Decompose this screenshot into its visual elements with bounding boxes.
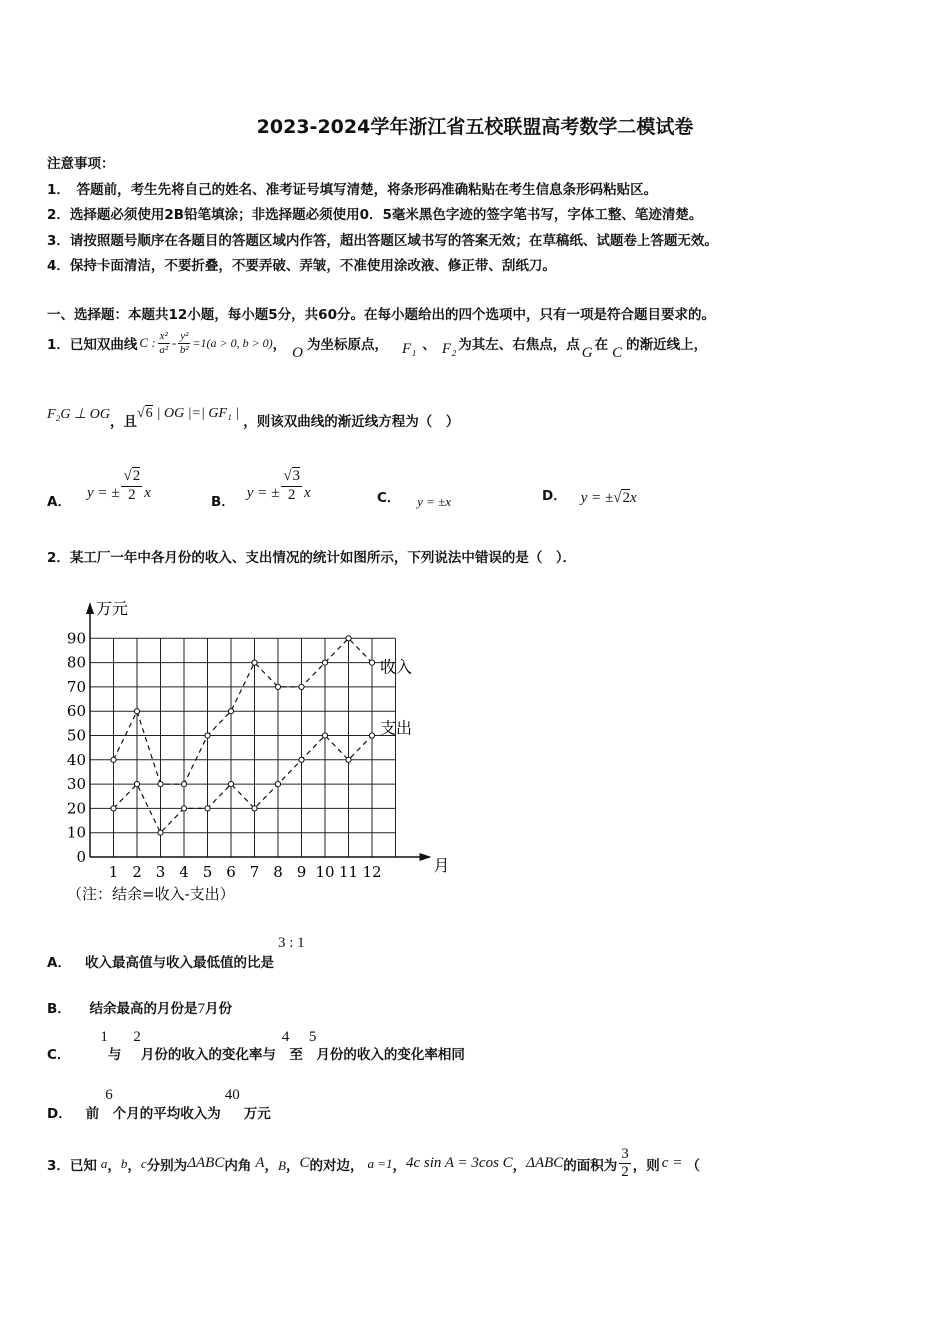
q3-tri: ΔABC	[187, 1155, 225, 1172]
chart-grid	[90, 638, 396, 857]
q3-tri2: ΔABC	[526, 1155, 564, 1172]
q2-option-c-m4: 5	[308, 1029, 317, 1045]
q1-option-a-pre: y = ±	[86, 484, 120, 501]
q3-a: a	[100, 1155, 108, 1171]
q1-text2: 为其左、右焦点，点	[458, 337, 580, 354]
q3-c: c	[140, 1155, 147, 1171]
data-point	[369, 660, 374, 665]
x-tick-label: 3	[155, 863, 166, 881]
x-axis-arrow	[420, 853, 432, 861]
q3-comma3: ，	[264, 1157, 278, 1174]
q2-option-d[interactable]	[47, 1087, 271, 1122]
q3-b: b	[120, 1155, 128, 1171]
x-tick-label: 7	[249, 863, 260, 881]
data-point	[158, 782, 163, 787]
q1-option-c[interactable]	[377, 486, 452, 509]
q1-O: O	[292, 344, 304, 361]
notice-item-1: 1． 答题前，考生先将自己的姓名、准考证号填写清楚，将条形码准确粘贴在考生信息条形码粘贴区。	[47, 182, 658, 198]
data-point	[252, 806, 257, 811]
x-tick-label: 10	[315, 863, 335, 881]
data-point	[158, 830, 163, 835]
q2-option-b-math: 7	[197, 1001, 205, 1017]
q1-line1	[47, 330, 708, 361]
q1-option-b-frac: $\frac{√3}{2}$	[283, 468, 301, 503]
q3-eq2: 4c sin A = 3cos C	[406, 1155, 513, 1172]
data-point	[111, 757, 116, 762]
q3-eq1: a =1	[367, 1155, 393, 1171]
notice-item-2: 2．选择题必须使用2B铅笔填涂；非选择题必须使用0．5毫米黑色字迹的签字笔书写，字体工整、笔迹清楚。	[47, 207, 703, 223]
x-axis-label: 月	[433, 856, 450, 875]
q1-option-b-post: x	[304, 484, 311, 501]
q1-text5: ，且	[109, 414, 137, 430]
q1-option-b-pre: y = ±	[246, 484, 280, 501]
page-title: 2023-2024学年浙江省五校联盟高考数学二模试卷	[256, 116, 694, 138]
q3-C: C	[299, 1155, 310, 1172]
q2-option-c-m1: 1	[100, 1029, 108, 1045]
q2-option-b-tail: 月份	[205, 1001, 232, 1017]
q1-F2: F₂	[441, 340, 457, 357]
data-point	[275, 684, 280, 689]
q3-comma6: ，	[512, 1157, 527, 1174]
q1-y2: y²	[180, 330, 189, 342]
q1-option-c-expr: y = ±x	[417, 494, 452, 509]
q1-sqrt6: √6	[136, 406, 153, 421]
q1-text4: 的渐近线上，	[626, 337, 708, 354]
data-point	[134, 709, 139, 714]
q1-prefix: 1．已知双曲线	[47, 337, 138, 354]
q1-comma: ，	[272, 337, 287, 354]
q1-cond: =1(a > 0, b > 0)	[192, 335, 273, 350]
q1-abs: | OG |=| GF₁ |	[156, 406, 240, 421]
q2-option-d-t3: 万元	[243, 1106, 271, 1122]
q2-option-a-math: 3 : 1	[277, 935, 305, 951]
q2-option-a-text: 收入最高值与收入最低值的比是	[84, 955, 274, 971]
data-point	[346, 636, 351, 641]
q3-A: A	[255, 1155, 265, 1172]
q2-option-c-t4: 月份的收入的变化率相同	[316, 1047, 465, 1063]
series-label: 支出	[380, 718, 413, 738]
data-point	[134, 782, 139, 787]
y-tick-label: 10	[66, 823, 86, 842]
data-point	[181, 782, 186, 787]
data-point	[252, 660, 257, 665]
q1-option-c-label: C．	[377, 490, 401, 506]
y-tick-label: 50	[66, 726, 86, 745]
data-point	[275, 782, 280, 787]
x-tick-label: 2	[132, 863, 142, 881]
q2-stem: 2．某工厂一年中各月份的收入、支出情况的统计如图所示，下列说法中错误的是（ ）．	[47, 550, 577, 566]
q3-frac	[619, 1146, 631, 1182]
q1-option-b-num: 3	[292, 468, 301, 485]
q1-minus: -	[171, 335, 177, 351]
data-point	[111, 806, 116, 811]
y-axis-arrow	[86, 602, 94, 614]
q2-option-c-t2: 月份的收入的变化率与	[140, 1047, 276, 1063]
chart-note: （注：结余=收入-支出）	[67, 885, 235, 903]
series-label: 收入	[380, 657, 413, 677]
q3-comma1: ，	[107, 1157, 121, 1174]
data-point	[228, 782, 233, 787]
q3-text2: 分别为	[146, 1157, 188, 1174]
q3-line	[47, 1146, 700, 1182]
q1-perp: F₂G ⊥ OG	[47, 406, 110, 422]
q3-text6: ，则	[632, 1157, 660, 1174]
notice-item-4: 4．保持卡面清洁，不要折叠，不要弄破、弄皱，不准使用涂改液、修正带、刮纸刀。	[47, 258, 556, 274]
income-expense-chart	[55, 592, 455, 912]
q1-text6: ，则该双曲线的渐近线方程为（ ）	[243, 414, 460, 430]
q2-option-d-m2: 40	[224, 1087, 240, 1103]
q2-option-c-t1: 与	[107, 1047, 122, 1063]
q2-option-a[interactable]	[47, 935, 305, 971]
x-tick-label: 5	[202, 863, 213, 881]
q1-line2	[47, 404, 460, 430]
q3-comma5: ，	[392, 1157, 406, 1174]
q2-option-c-t3: 至	[289, 1047, 303, 1063]
q2-option-c-m3: 4	[281, 1029, 290, 1045]
x-tick-label: 8	[273, 863, 283, 881]
q3-den: 2	[621, 1164, 629, 1181]
data-point	[205, 806, 210, 811]
notice-item-3: 3．请按照题号顺序在各题目的答题区域内作答，超出答题区域书写的答案无效；在草稿纸、试题卷上答题无效。	[47, 233, 718, 249]
q3-comma4: ，	[285, 1157, 300, 1174]
data-point	[369, 733, 374, 738]
q1-option-d-root: 2	[622, 489, 630, 506]
notice-heading: 注意事项：	[47, 156, 115, 172]
q1-option-b-label: B．	[211, 494, 235, 510]
q1-option-d[interactable]	[542, 484, 637, 504]
q3-B: B	[278, 1157, 286, 1173]
q1-a2: a²	[159, 343, 169, 356]
q1-text1: 为坐标原点，	[307, 337, 389, 354]
data-point	[322, 660, 327, 665]
data-point	[322, 733, 327, 738]
data-point	[181, 806, 186, 811]
y-tick-label: 20	[66, 799, 86, 818]
q3-text4: 的对边，	[309, 1157, 364, 1174]
q2-option-b-label: B．	[47, 1001, 71, 1017]
q1-option-b-den: 2	[287, 486, 296, 503]
q1-F1: F₁	[402, 340, 417, 357]
chart-ticks	[67, 629, 382, 881]
x-tick-label: 9	[296, 863, 307, 881]
data-point	[205, 733, 210, 738]
q1-b2: b²	[179, 343, 189, 356]
q1-option-d-post: x	[629, 489, 637, 506]
q1-text3: 在	[594, 337, 609, 354]
q1-option-a-den: 2	[128, 486, 136, 503]
q1-frac-x	[158, 330, 170, 356]
q3-eq3: c =	[661, 1155, 683, 1172]
q2-option-c[interactable]	[47, 1029, 465, 1063]
q1-option-a-frac: $\frac{√2}{2}$	[123, 468, 141, 503]
y-axis-label: 万元	[96, 599, 129, 618]
y-tick-label: 0	[76, 848, 86, 866]
q2-option-d-t2: 个月的平均收入为	[112, 1106, 221, 1122]
q1-option-d-pre: y = ±	[580, 489, 614, 506]
q3-num: 3	[619, 1146, 631, 1164]
q1-option-d-label: D．	[542, 488, 567, 504]
x-tick-label: 11	[338, 863, 359, 881]
q1-option-a-post: x	[144, 484, 151, 501]
q3-text3: 内角	[224, 1157, 252, 1174]
data-point	[346, 757, 351, 762]
q1-frac-y	[178, 330, 190, 356]
q1-C: C	[612, 344, 623, 361]
q2-option-b[interactable]	[47, 997, 232, 1018]
data-point	[299, 684, 304, 689]
q2-option-c-label: C．	[47, 1047, 71, 1063]
q1-curve: C :	[139, 335, 156, 351]
q1-option-d-sqrt: √2	[613, 489, 630, 506]
q1-x2: x²	[159, 330, 168, 342]
q1-option-a-num: 2	[132, 468, 141, 485]
section-heading: 一、选择题：本题共12小题，每小题5分，共60分。在每小题给出的四个选项中，只有一项是符合题目要求的。	[47, 307, 715, 323]
q2-option-a-label: A．	[47, 955, 71, 971]
x-tick-label: 6	[226, 863, 236, 881]
q1-G: G	[581, 344, 593, 361]
q3-text1: 3．已知	[47, 1157, 97, 1174]
q2-option-b-text: 结余最高的月份是	[89, 1001, 198, 1017]
q1-sep: 、	[422, 337, 436, 354]
x-tick-label: 1	[108, 863, 119, 881]
x-tick-label: 4	[179, 863, 189, 881]
q1-six: 6	[145, 406, 153, 421]
x-tick-label: 12	[362, 863, 382, 881]
q3-text7: （	[686, 1157, 700, 1174]
q3-text5: 的面积为	[563, 1157, 618, 1174]
y-tick-label: 60	[66, 702, 86, 721]
q1-option-a[interactable]	[47, 462, 151, 510]
q1-option-a-label: A．	[47, 494, 71, 510]
q1-option-b[interactable]	[211, 462, 311, 510]
q2-option-c-m2: 2	[133, 1029, 141, 1045]
data-point	[228, 709, 233, 714]
y-tick-label: 80	[66, 653, 86, 672]
y-tick-label: 30	[66, 775, 86, 794]
data-point	[299, 757, 304, 762]
q2-option-d-t1: 前	[85, 1106, 100, 1122]
q2-option-d-m1: 6	[105, 1087, 113, 1103]
y-tick-label: 70	[66, 677, 86, 696]
q2-option-d-label: D．	[47, 1106, 72, 1122]
q3-comma2: ，	[127, 1157, 141, 1174]
y-tick-label: 40	[66, 750, 86, 769]
y-tick-label: 90	[66, 629, 86, 648]
